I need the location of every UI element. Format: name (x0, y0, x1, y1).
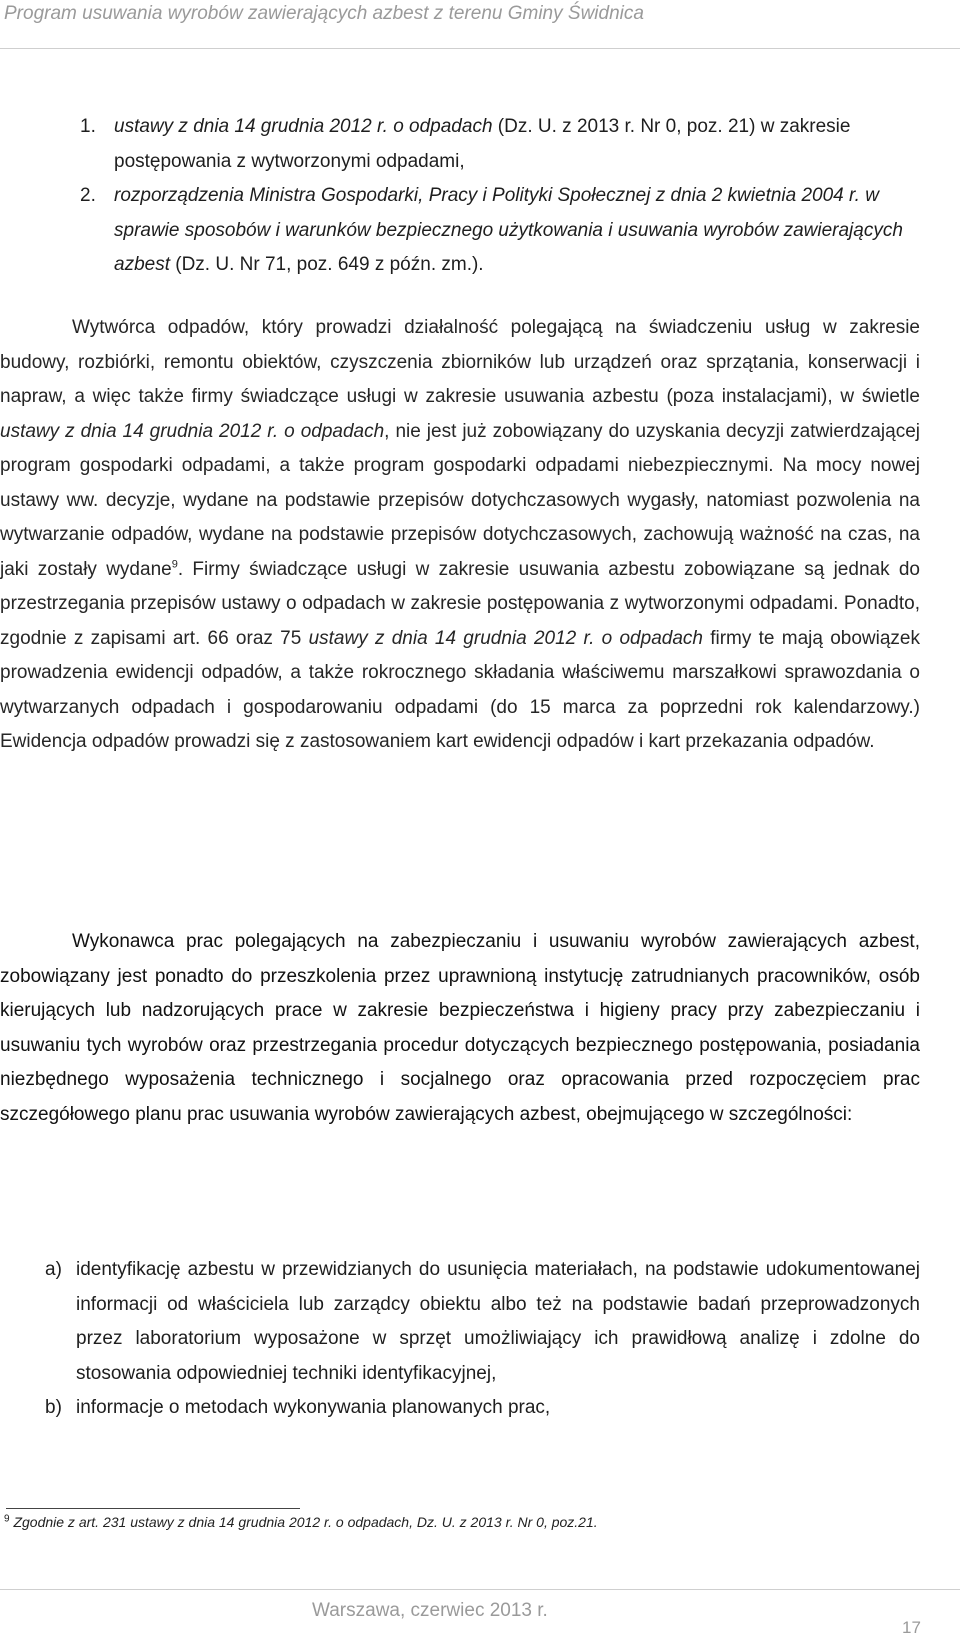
list-text: (Dz. U. z 2013 r. Nr 0, poz. 21) w zakresie postępowania z wytworzonymi odpadami, (114, 116, 851, 172)
list-item (0, 1391, 920, 1426)
numbered-list (0, 110, 920, 283)
page-number: 17 (902, 1618, 921, 1637)
list-number: 2. (80, 185, 96, 206)
list-letter: a) (45, 1259, 62, 1280)
act-reference: ustawy z dnia 14 grudnia 2012 r. o odpadach (0, 420, 385, 442)
list-number: 1. (80, 116, 96, 137)
list-item (0, 179, 920, 283)
footer-divider (0, 1589, 960, 1590)
list-text: informacje o metodach wykonywania planowanych prac, (76, 1397, 551, 1418)
act-title: rozporządzenia Ministra Gospodarki, Pracy i Polityki Społecznej z dnia 2 kwietnia 2004 r. w sprawie sposobów i warunków bezpiecznego użytkowania i usuwania wyrobów zawierających azbest (114, 185, 903, 275)
footnote (4, 1514, 598, 1530)
footnote-number: 9 (4, 1513, 10, 1525)
act-reference: ustawy z dnia 14 grudnia 2012 r. o odpadach (308, 627, 703, 649)
list-text: identyfikację azbestu w przewidzianych do usunięcia materiałach, na podstawie udokumentowanej informacji od właściciela lub zarządcy obiektu albo też na podstawie badań przeprowadzonych przez laboratorium wyposażone w sprzęt umożliwiający ich prawidłową analizę i zdolne do stosowania odpowiedniej techniki identyfikacyjnej, (76, 1259, 920, 1384)
list-item (0, 110, 920, 179)
header-divider (0, 48, 960, 49)
list-item (0, 1253, 920, 1391)
footnote-text: Zgodnie z art. 231 ustawy z dnia 14 grudnia 2012 r. o odpadach, Dz. U. z 2013 r. Nr 0, poz.21. (9, 1514, 598, 1530)
footnote-divider (6, 1508, 300, 1509)
paragraph-waste-producer: Wytwórca odpadów, który prowadzi działalność polegającą na świadczeniu usług w zakresie budowy, rozbiórki, remontu obiektów, czyszczenia zbiorników lub urządzeń oraz sprzątania, konserwacji i napraw, a więc także firmy świadczące usługi w zakresie usuwania azbestu (poza instalacjami), w świetle ustawy z dnia 14 grudnia 2012 r. o odpadach, nie jest już zobowiązany do uzyskania decyzji zatwierdzającej program gospodarki odpadami, a także program gospodarki odpadami niebezpiecznymi. Na mocy nowej ustawy ww. decyzje, wydane na podstawie przepisów dotychczasowych wygasły, natomiast pozwolenia na wytwarzanie odpadów, wydane na podstawie przepisów dotychczasowych, zachowują ważność na czas, na jaki zostały wydane$^9$. Firmy świadczące usługi w zakresie usuwania azbestu zobowiązane są jednak do przestrzegania przepisów ustawy o odpadach w zakresie postępowania z wytworzonymi odpadami. Ponadto, zgodnie z zapisami art. 66 oraz 75 ustawy z dnia 14 grudnia 2012 r. o odpadach firmy te mają obowiązek prowadzenia ewidencji odpadów, a także rokrocznego składania właściwemu marszałkowi sprawozdania o wytwarzanych odpadach i gospodarowaniu odpadami (do 15 marca za poprzedni rok kalendarzowy.) Ewidencja odpadów prowadzi się z zastosowaniem kart ewidencji odpadów i kart przekazania odpadów. (0, 317, 920, 752)
running-header: Program usuwania wyrobów zawierających azbest z terenu Gminy Świdnica (4, 3, 644, 24)
list-text: (Dz. U. Nr 71, poz. 649 z późn. zm.). (169, 254, 484, 275)
footnote-ref: 9 (171, 558, 178, 571)
act-title: ustawy z dnia 14 grudnia 2012 r. o odpadach (114, 116, 493, 137)
lettered-list (0, 1253, 920, 1426)
paragraph-contractor: Wykonawca prac polegających na zabezpieczaniu i usuwaniu wyrobów zawierających azbest, zobowiązany jest ponadto do przeszkolenia przez uprawnioną instytucję zatrudnianych pracowników, osób kierujących lub nadzorujących prace w zakresie bezpieczeństwa i higieny pracy przy zabezpieczaniu i usuwaniu tych wyrobów oraz przestrzegania procedur dotyczących bezpiecznego postępowania, posiadania niezbędnego wyposażenia technicznego i socjalnego oraz opracowania przed rozpoczęciem prac szczegółowego planu prac usuwania wyrobów zawierających azbest, obejmującego w szczególności: (0, 931, 920, 1125)
list-letter: b) (45, 1397, 62, 1418)
footer-location-date: Warszawa, czerwiec 2013 r. (312, 1600, 548, 1621)
